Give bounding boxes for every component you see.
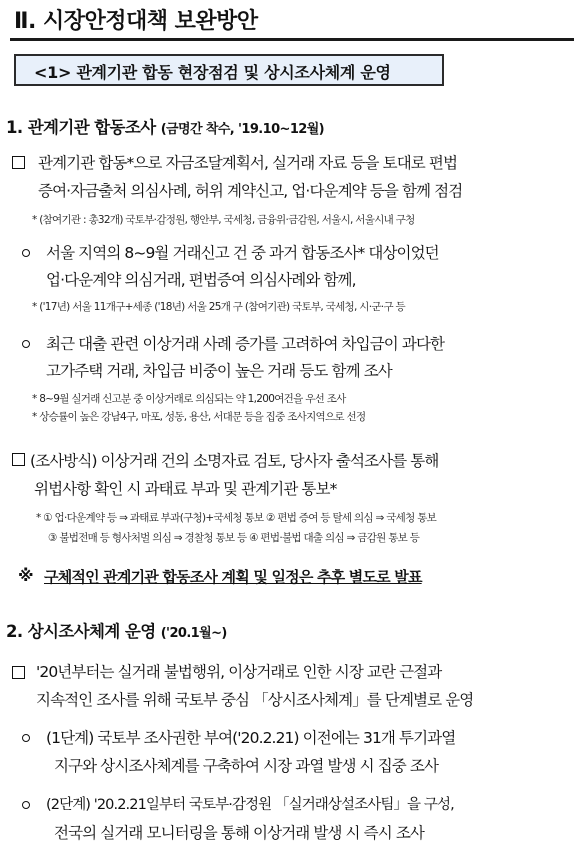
item4-note1: * ① 업·다운계약 등 ⇒ 과태료 부과(구청)+국세청 통보 ② 편법 증여 등 탈세 의심 ⇒ 국세청 통보 [36,512,437,524]
reference-text: 구체적인 관계기관 합동조사 계획 및 일정은 추후 별도로 발표 [44,568,422,586]
circle-bullet-icon [22,734,30,742]
part2-heading-text: 2. 상시조사체계 운영 [6,622,156,641]
section-title: Ⅱ. 시장안정대책 보완방안 [14,9,258,34]
item2-line1: 서울 지역의 8~9월 거래신고 건 중 과거 합동조사* 대상이었던 [46,244,439,262]
step1-line2: 지구와 상시조사체계를 구축하여 시장 과열 발생 시 집중 조사 [54,757,439,775]
part2-heading-detail: ('20.1월~) [160,626,227,641]
part1-heading [6,114,324,138]
item1-note: * (참여기관 : 총32개) 국토부·감정원, 행안부, 국세청, 금융위·금감원, 서울시, 서울시내 구청 [32,214,415,226]
step2-line2: 전국의 실거래 모니터링을 통해 이상거래 발생 시 즉시 조사 [54,824,424,842]
part2-item1-line2: 지속적인 조사를 위해 국토부 중심 「상시조사체계」를 단계별로 운영 [36,691,474,709]
item3-note1: * 8~9월 실거래 신고분 중 이상거래로 의심되는 약 1,200여건을 우선 조사 [32,393,346,405]
circle-bullet-icon [22,801,30,809]
item4-line2: 위법사항 확인 시 과태료 부과 및 관계기관 통보* [34,480,337,498]
item3-line2: 고가주택 거래, 차입금 비중이 높은 거래 등도 함께 조사 [46,362,392,380]
part1-heading-detail: (금명간 착수, '19.10~12월) [160,122,325,137]
part2-heading [6,618,227,642]
reference-mark: ※ [18,566,34,585]
item3-line1: 최근 대출 관련 이상거래 사례 증가를 고려하여 차입금이 과다한 [46,335,445,353]
circle-bullet-icon [22,340,30,348]
checkbox-square-icon [12,666,25,679]
circle-bullet-icon [22,249,30,257]
item1-line1: 관계기관 합동*으로 자금조달계획서, 실거래 자료 등을 토대로 편법 [38,154,458,172]
part2-item1-line1: '20년부터는 실거래 불법행위, 이상거래로 인한 시장 교란 근절과 [36,663,442,681]
title-rule [10,38,574,41]
item2-note: * ('17년) 서울 11개구+세종 ('18년) 서울 25개 구 (참여기관) 국토부, 국세청, 시·군·구 등 [32,301,405,313]
step2-line1: (2단계) '20.2.21일부터 국토부·감정원 「실거래상설조사팀」을 구성, [46,797,454,813]
part1-heading-text: 1. 관계기관 합동조사 [6,118,156,137]
step1-line1: (1단계) 국토부 조사권한 부여('20.2.21) 이전에는 31개 투기과열 [46,729,456,747]
item3-note2: * 상승률이 높은 강남4구, 마포, 성동, 용산, 서대문 등을 집중 조사지역으로 선정 [32,411,366,423]
checkbox-square-icon [12,453,25,466]
item2-line2: 업·다운계약 의심거래, 편법증여 의심사례와 함께, [46,271,356,289]
item1-line2: 증여·자금출처 의심사례, 허위 계약신고, 업·다운계약 등을 함께 점검 [38,182,463,200]
subsection-label: <1> 관계기관 합동 현장점검 및 상시조사체계 운영 [34,63,391,82]
checkbox-square-icon [12,156,25,169]
item4-note2: ③ 불법전매 등 형사처벌 의심 ⇒ 경찰청 통보 등 ④ 편법·불법 대출 의심 ⇒ 금감원 통보 등 [48,532,420,544]
item4-line1: (조사방식) 이상거래 건의 소명자료 검토, 당사자 출석조사를 통해 [30,452,439,470]
